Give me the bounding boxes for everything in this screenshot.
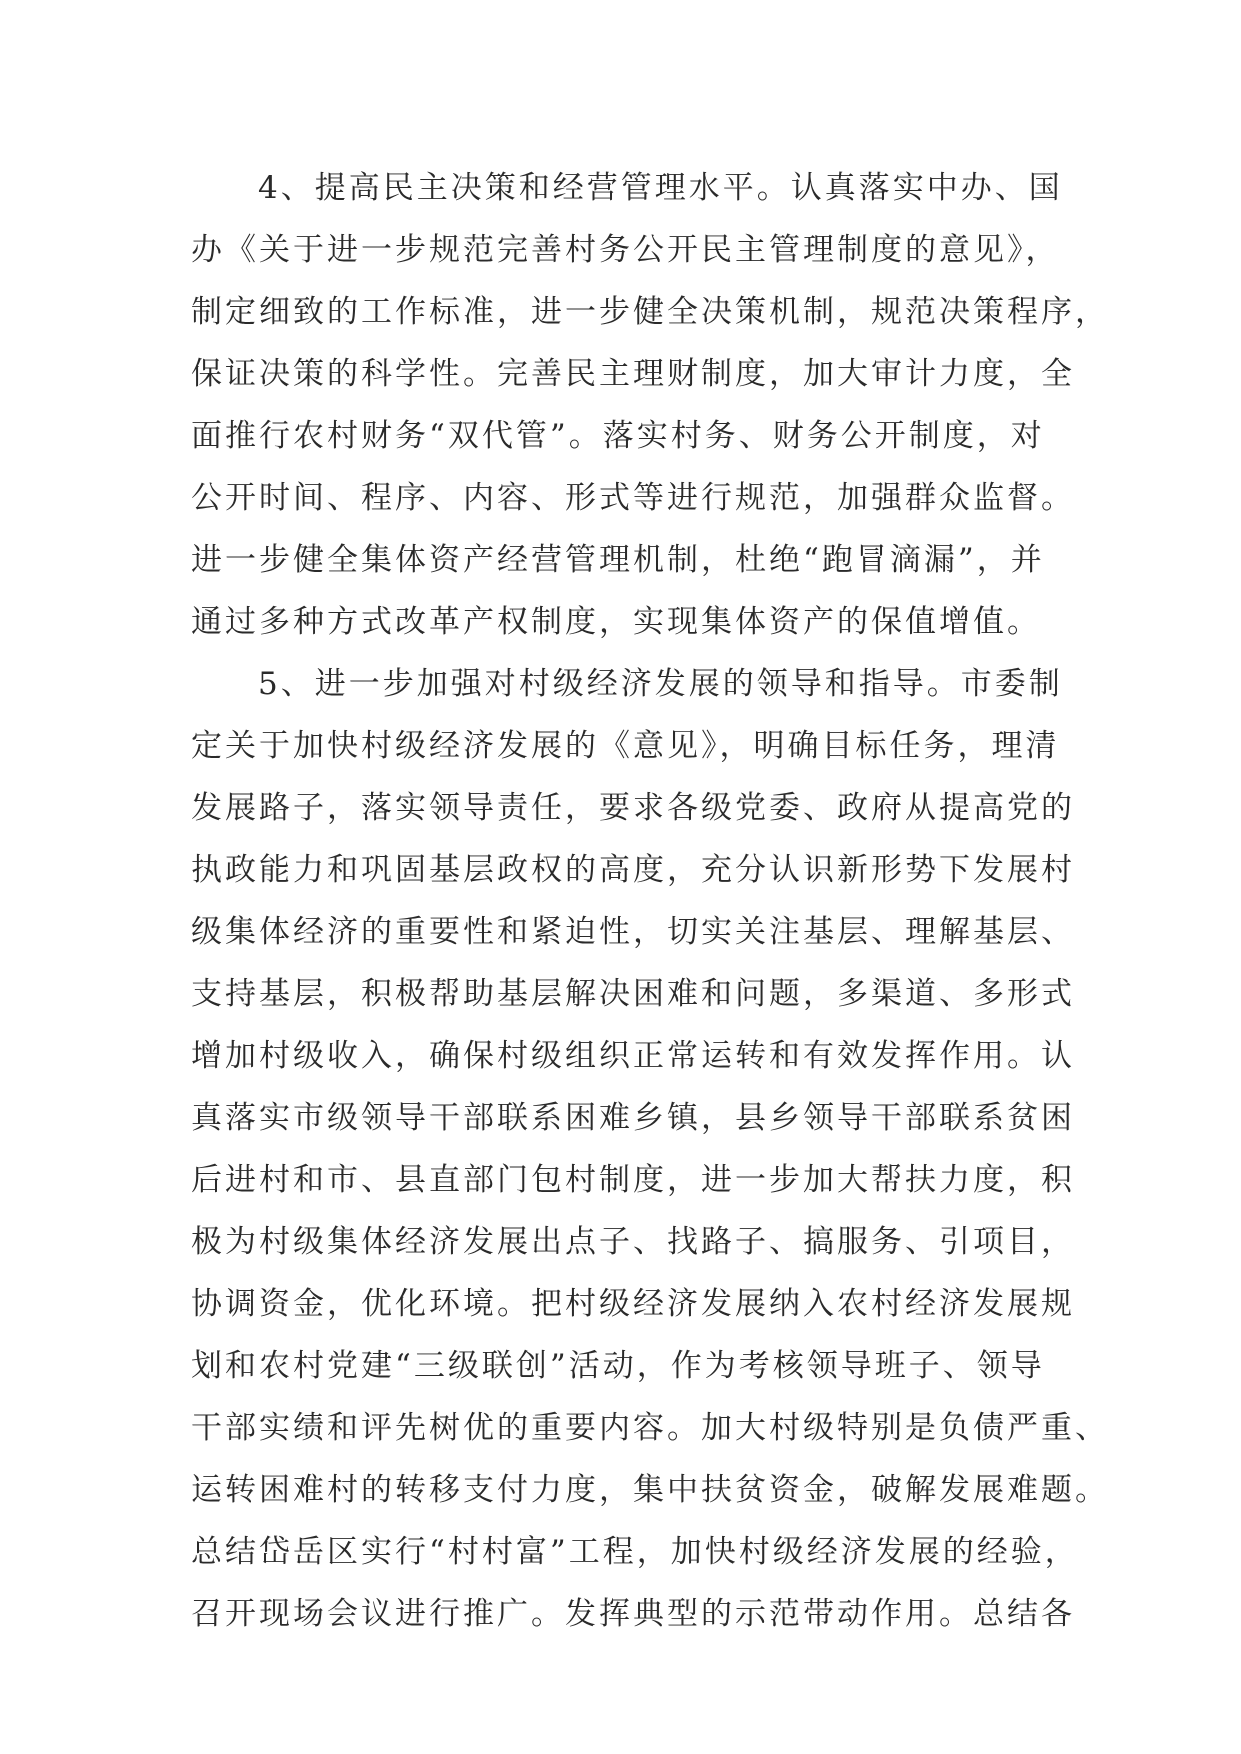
text-line: 保证决策的科学性。完善民主理财制度，加大审计力度，全	[191, 356, 1075, 392]
text-line: 协调资金，优化环境。把村级经济发展纳入农村经济发展规	[191, 1286, 1075, 1322]
text-line: 增加村级收入，确保村级组织正常运转和有效发挥作用。认	[191, 1038, 1075, 1074]
text-line: 执政能力和巩固基层政权的高度，充分认识新形势下发展村	[191, 852, 1075, 888]
text-line: 定关于加快村级经济发展的《意见》，明确目标任务，理清	[191, 728, 1060, 764]
text-line: 召开现场会议进行推广。发挥典型的示范带动作用。总结各	[191, 1596, 1075, 1632]
text-line: 进一步健全集体资产经营管理机制，杜绝“跑冒滴漏”，并	[191, 542, 1045, 578]
text-line: 划和农村党建“三级联创”活动，作为考核领导班子、领导	[191, 1348, 1045, 1384]
text-line: 极为村级集体经济发展出点子、找路子、搞服务、引项目，	[191, 1224, 1075, 1260]
paragraph-5-first-line: 5、进一步加强对村级经济发展的领导和指导。市委制	[258, 666, 1063, 702]
text-line: 后进村和市、县直部门包村制度，进一步加大帮扶力度，积	[191, 1162, 1075, 1198]
text-line: 制定细致的工作标准，进一步健全决策机制，规范决策程序，	[191, 294, 1109, 330]
text-line: 发展路子，落实领导责任，要求各级党委、政府从提高党的	[191, 790, 1075, 826]
text-line: 干部实绩和评先树优的重要内容。加大村级特别是负债严重、	[191, 1410, 1109, 1446]
text-line: 面推行农村财务“双代管”。落实村务、财务公开制度，对	[191, 418, 1045, 454]
text-line: 真落实市级领导干部联系困难乡镇，县乡领导干部联系贫困	[191, 1100, 1075, 1136]
text-line: 公开时间、程序、内容、形式等进行规范，加强群众监督。	[191, 480, 1075, 516]
paragraph-4-first-line: 4、提高民主决策和经营管理水平。认真落实中办、国	[258, 170, 1063, 206]
text-line: 运转困难村的转移支付力度，集中扶贫资金，破解发展难题。	[191, 1472, 1109, 1508]
body-text	[191, 157, 1109, 1645]
text-line: 总结岱岳区实行“村村富”工程，加快村级经济发展的经验，	[191, 1534, 1079, 1570]
text-line: 支持基层，积极帮助基层解决困难和问题，多渠道、多形式	[191, 976, 1075, 1012]
text-line: 级集体经济的重要性和紧迫性，切实关注基层、理解基层、	[191, 914, 1075, 950]
text-line: 办《关于进一步规范完善村务公开民主管理制度的意见》，	[191, 232, 1060, 268]
text-line: 通过多种方式改革产权制度，实现集体资产的保值增值。	[191, 604, 1041, 640]
